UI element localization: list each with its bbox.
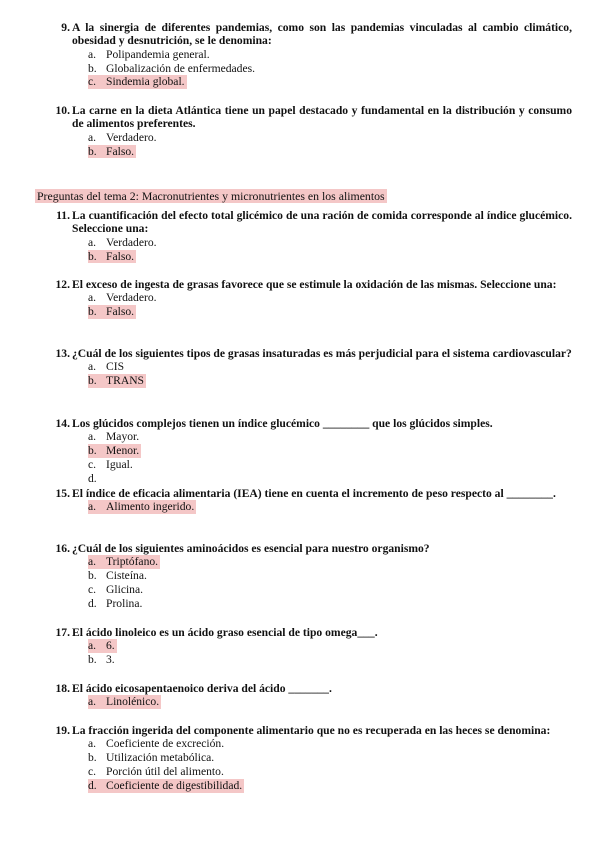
question-12 [52, 278, 572, 319]
question-text: El índice de eficacia alimentaria (IEA) tiene en cuenta el incremento de peso respecto al ________. [72, 487, 556, 500]
option-a-correct: a. Triptófano. [88, 555, 159, 569]
question-15 [52, 487, 572, 514]
options-list [88, 555, 572, 610]
option-b-correct: b. Falso. [88, 144, 135, 158]
question-number: 10. [55, 104, 70, 117]
option-a-correct: a. Linolénico. [88, 695, 160, 709]
option-b: b. Utilización metabólica. [88, 751, 215, 765]
options-list [88, 360, 572, 388]
option-b: b. Cisteína. [88, 569, 147, 583]
question-text: Los glúcidos complejos tienen un índice glucémico ________ que los glúcidos simples. [72, 417, 493, 430]
options-list [88, 695, 572, 709]
question-text: El ácido linoleico es un ácido graso esencial de tipo omega___. [72, 626, 378, 639]
question-18 [52, 682, 572, 709]
question-16 [52, 542, 572, 611]
question-text: El ácido eicosapentaenoico deriva del ácido _______. [72, 682, 332, 695]
option-c: c. Igual. [88, 458, 133, 471]
option-a: a. Coeficiente de excreción. [88, 737, 225, 751]
option-a: a. Verdadero. [88, 130, 157, 144]
option-c: c. Porción útil del alimento. [88, 765, 224, 778]
option-d: d. [88, 471, 97, 485]
options-list [88, 737, 572, 792]
question-17 [52, 626, 572, 667]
question-number: 9. [61, 21, 70, 34]
question-11 [52, 209, 572, 263]
question-text: ¿Cuál de los siguientes tipos de grasas insaturadas es más perjudicial para el sistema cardiovascular? [72, 347, 572, 360]
options-list [88, 500, 572, 514]
options-list [88, 131, 572, 159]
question-13 [52, 347, 572, 388]
option-b-correct: b. Falso. [88, 305, 135, 319]
question-text: La carne en la dieta Atlántica tiene un papel destacado y fundamental en la distribución y consumo de alimentos preferentes. [72, 104, 572, 131]
question-number: 18. [55, 682, 70, 695]
option-b: b. 3. [88, 653, 115, 667]
question-text: El exceso de ingesta de grasas favorece que se estimule la oxidación de las mismas. Seleccione una: [72, 278, 557, 291]
question-number: 15. [55, 487, 70, 500]
option-b-correct: b. Menor. [88, 444, 140, 458]
option-c: c. Glicina. [88, 583, 144, 596]
question-number: 19. [55, 724, 70, 737]
options-list [88, 639, 572, 667]
section-title: Preguntas del tema 2: Macronutrientes y micronutrientes en los alimentos [37, 189, 385, 203]
question-number: 14. [55, 417, 70, 430]
question-9 [52, 21, 572, 89]
option-b-correct: b. TRANS [88, 374, 145, 388]
options-list [88, 430, 572, 485]
question-19 [52, 724, 572, 793]
option-a: a. Polipandemia general. [88, 47, 210, 61]
option-a: a. Verdadero. [88, 291, 157, 305]
option-c-correct: c. Sindemia global. [88, 75, 185, 89]
question-14 [52, 417, 572, 486]
question-number: 13. [55, 347, 70, 360]
question-10 [52, 104, 572, 158]
question-text: La cuantificación del efecto total glicémico de una ración de comida corresponde al índice glucémico. Seleccione una: [72, 209, 572, 236]
question-number: 12. [55, 278, 70, 291]
option-a-correct: a. Alimento ingerido. [88, 500, 195, 514]
option-b-correct: b. Falso. [88, 249, 135, 263]
option-d-correct: d. Coeficiente de digestibilidad. [88, 778, 243, 792]
question-text: La fracción ingerida del componente alimentario que no es recuperada en las heces se denomina: [72, 724, 551, 737]
question-text: ¿Cuál de los siguientes aminoácidos es esencial para nuestro organismo? [72, 542, 430, 555]
option-b: b. Globalización de enfermedades. [88, 61, 256, 75]
question-text: A la sinergia de diferentes pandemias, como son las pandemias vinculadas al cambio climático, obesidad y desnutrición, se le denomina: [72, 21, 572, 48]
question-number: 16. [55, 542, 70, 555]
question-number: 11. [56, 209, 70, 222]
options-list [88, 48, 572, 89]
option-a-correct: a. 6. [88, 639, 115, 653]
option-a: a. CIS [88, 360, 125, 374]
options-list [88, 236, 572, 264]
question-number: 17. [55, 626, 70, 639]
option-a: a. Verdadero. [88, 235, 157, 249]
option-a: a. Mayor. [88, 430, 140, 444]
options-list [88, 291, 572, 319]
option-d: d. Prolina. [88, 596, 143, 610]
